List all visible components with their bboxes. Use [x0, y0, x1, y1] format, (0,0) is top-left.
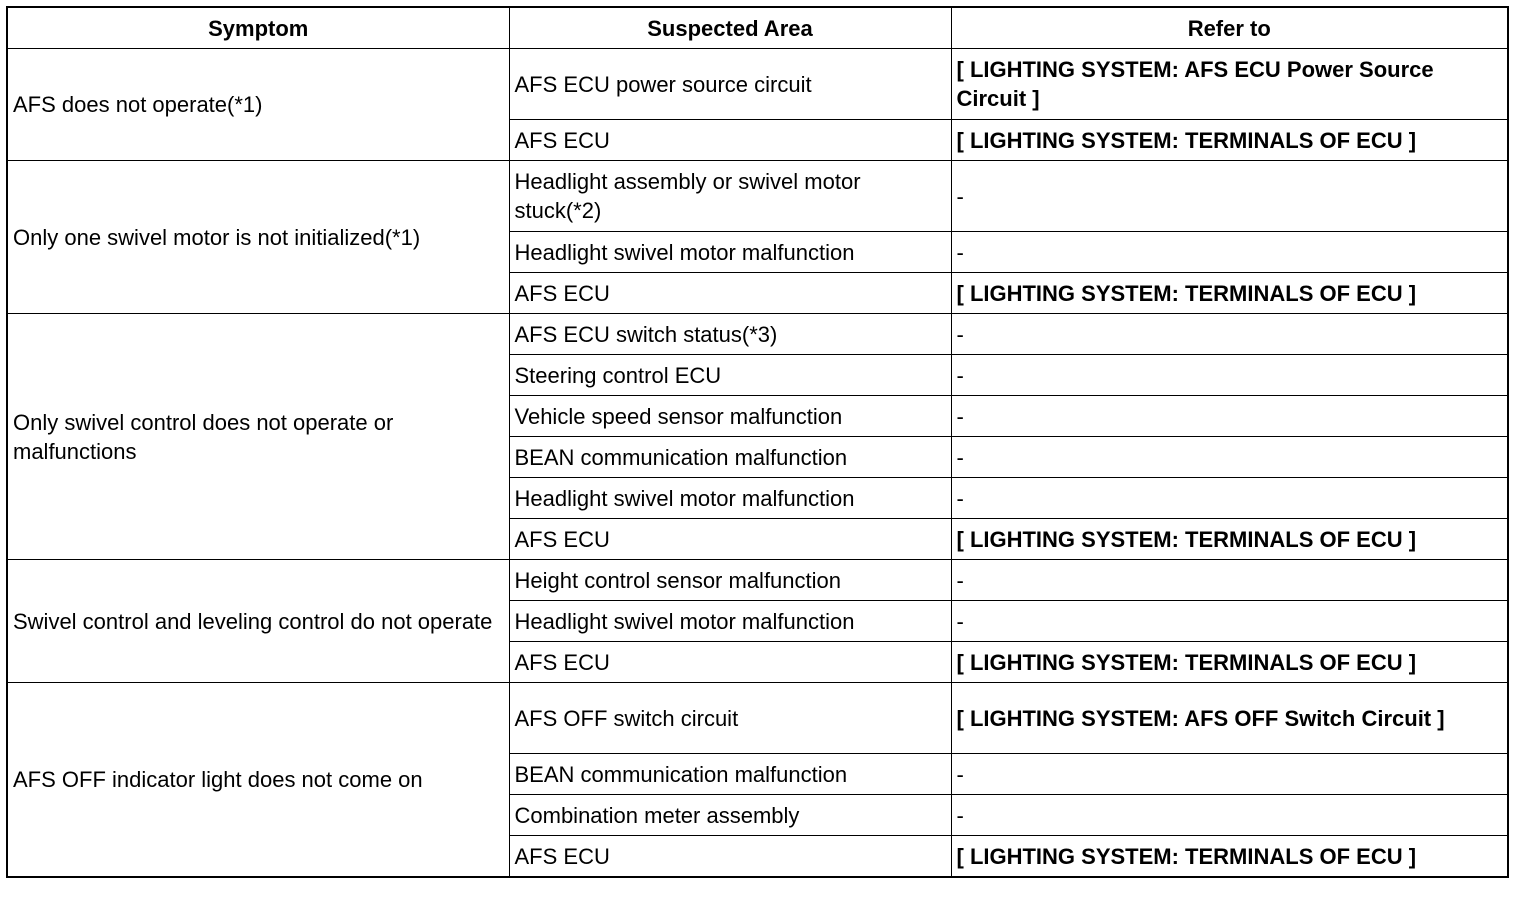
table-row	[7, 314, 1508, 355]
suspected-area-cell: AFS ECU	[509, 642, 951, 683]
suspected-area-cell: AFS ECU	[509, 273, 951, 314]
refer-to-cell: -	[951, 560, 1508, 601]
suspected-area-cell: Vehicle speed sensor malfunction	[509, 396, 951, 437]
refer-to-link[interactable]: [ LIGHTING SYSTEM: AFS OFF Switch Circuit ]	[951, 683, 1508, 754]
symptom-table	[6, 6, 1509, 878]
suspected-area-cell: BEAN communication malfunction	[509, 754, 951, 795]
refer-to-cell: -	[951, 437, 1508, 478]
suspected-area-cell: BEAN communication malfunction	[509, 437, 951, 478]
refer-to-cell: -	[951, 314, 1508, 355]
refer-to-link[interactable]: [ LIGHTING SYSTEM: TERMINALS OF ECU ]	[951, 642, 1508, 683]
header-refer-to: Refer to	[951, 7, 1508, 49]
refer-to-link[interactable]: [ LIGHTING SYSTEM: TERMINALS OF ECU ]	[951, 273, 1508, 314]
suspected-area-cell: Headlight assembly or swivel motor stuck(*2)	[509, 161, 951, 232]
suspected-area-cell: Headlight swivel motor malfunction	[509, 478, 951, 519]
refer-to-link[interactable]: [ LIGHTING SYSTEM: TERMINALS OF ECU ]	[951, 836, 1508, 878]
refer-to-link[interactable]: [ LIGHTING SYSTEM: TERMINALS OF ECU ]	[951, 519, 1508, 560]
refer-to-cell: -	[951, 396, 1508, 437]
symptom-cell: AFS does not operate(*1)	[7, 49, 509, 161]
header-suspected-area: Suspected Area	[509, 7, 951, 49]
suspected-area-cell: Height control sensor malfunction	[509, 560, 951, 601]
symptom-cell: Only one swivel motor is not initialized(*1)	[7, 161, 509, 314]
refer-to-cell: -	[951, 161, 1508, 232]
refer-to-cell: -	[951, 754, 1508, 795]
suspected-area-cell: AFS ECU	[509, 519, 951, 560]
refer-to-cell: -	[951, 795, 1508, 836]
table-row	[7, 560, 1508, 601]
table-row	[7, 161, 1508, 232]
suspected-area-cell: Headlight swivel motor malfunction	[509, 601, 951, 642]
suspected-area-cell: Headlight swivel motor malfunction	[509, 232, 951, 273]
refer-to-cell: -	[951, 601, 1508, 642]
symptom-cell: Only swivel control does not operate or malfunctions	[7, 314, 509, 560]
symptom-cell: AFS OFF indicator light does not come on	[7, 683, 509, 878]
refer-to-cell: -	[951, 355, 1508, 396]
suspected-area-cell: AFS ECU power source circuit	[509, 49, 951, 120]
refer-to-cell: -	[951, 232, 1508, 273]
refer-to-link[interactable]: [ LIGHTING SYSTEM: AFS ECU Power Source Circuit ]	[951, 49, 1508, 120]
header-symptom: Symptom	[7, 7, 509, 49]
table-row	[7, 683, 1508, 754]
symptom-cell: Swivel control and leveling control do not operate	[7, 560, 509, 683]
suspected-area-cell: AFS ECU	[509, 120, 951, 161]
refer-to-link[interactable]: [ LIGHTING SYSTEM: TERMINALS OF ECU ]	[951, 120, 1508, 161]
table-row	[7, 49, 1508, 120]
refer-to-cell: -	[951, 478, 1508, 519]
header-row	[7, 7, 1508, 49]
suspected-area-cell: Combination meter assembly	[509, 795, 951, 836]
suspected-area-cell: AFS OFF switch circuit	[509, 683, 951, 754]
suspected-area-cell: AFS ECU switch status(*3)	[509, 314, 951, 355]
suspected-area-cell: Steering control ECU	[509, 355, 951, 396]
suspected-area-cell: AFS ECU	[509, 836, 951, 878]
